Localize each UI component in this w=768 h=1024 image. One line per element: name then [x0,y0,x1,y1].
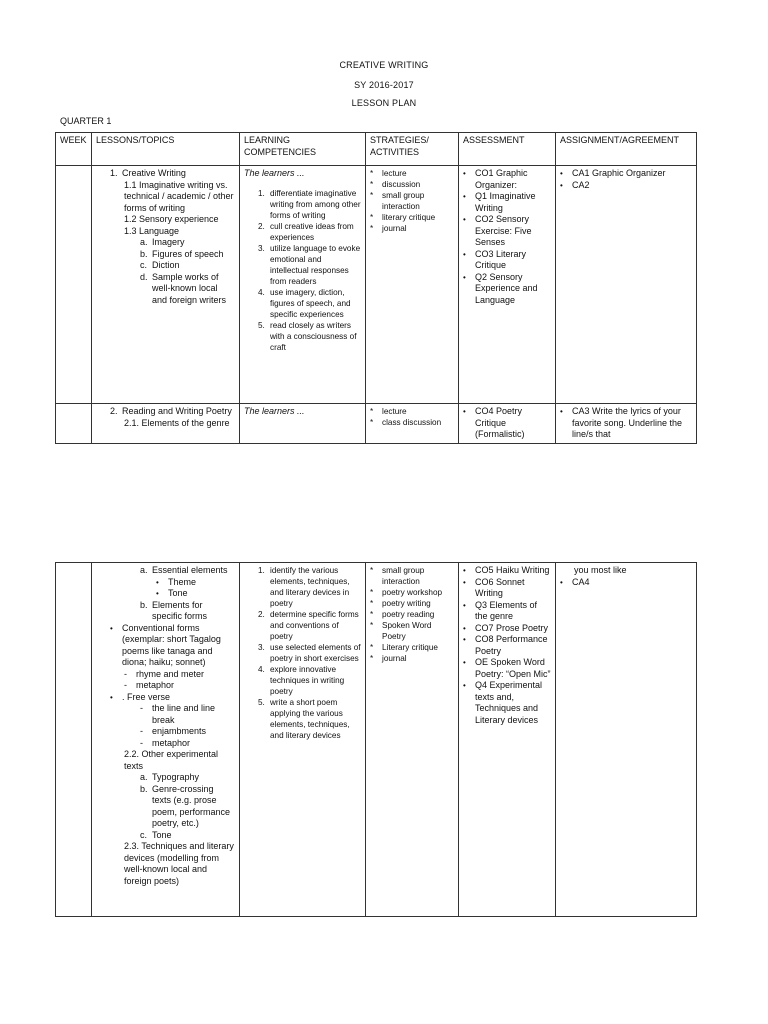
list-marker: * [370,599,374,608]
lesson-plan-table-page1 [55,132,697,444]
strategy-item [370,417,454,428]
strategy-item [370,168,454,179]
list-item-text: CO2 Sensory Exercise: Five Senses [475,214,532,247]
list-item-text: lecture [382,169,407,178]
list-item-text: identify the various elements, techniques, and literary devices in poetry [270,566,350,608]
competencies-cell [240,404,366,444]
list-item-text: CO7 Prose Poetry [475,622,549,633]
list-item-text: Reading and Writing Poetry [122,406,232,416]
assignment-item [560,168,692,180]
lessons-cell [92,404,240,444]
list-item-text: Conventional forms (exemplar: short Tagalog poems like tanaga and diona; haiku; sonnet) [122,622,221,667]
list-item-text: Q2 Sensory Experience and Language [475,271,538,305]
list-marker: * [370,654,374,663]
assessment-cell [459,404,556,444]
list-item-text: . Free verse [122,691,171,702]
list-marker: • [463,169,466,178]
list-item-text: Tone [152,829,172,840]
lesson-item [96,600,235,623]
list-item-text: 2.3. Techniques and literary devices (modelling from well-known local and foreign poets) [124,841,234,886]
list-item-text: explore innovative techniques in writing poetry [270,665,345,696]
list-marker: • [560,180,563,190]
assessment-cell [459,563,556,917]
list-marker: 3. [258,643,265,652]
list-marker: * [370,643,374,652]
list-marker: • [463,635,466,644]
list-marker: • [463,681,466,690]
assessment-item [463,249,551,272]
table-row [56,166,697,404]
lesson-item [96,168,235,180]
week-cell [56,166,92,404]
competency-item [244,642,361,664]
lesson-item [96,180,235,215]
list-item-text: cull creative ideas from experiences [270,221,354,242]
list-item-text: journal [382,224,407,233]
list-marker: * [370,180,374,189]
strategies-cell [366,563,459,917]
strategy-item [370,598,454,609]
list-item-text: rhyme and meter [136,668,205,679]
list-item-text: utilize language to evoke emotional and intellectual responses from readers [270,243,361,286]
list-item-text: metaphor [136,680,175,690]
lesson-item [96,726,235,738]
list-item-text: CO1 Graphic Organizer: [475,168,528,190]
lesson-item [96,577,235,589]
list-item-text: read closely as writers with a consciousness of craft [270,320,357,352]
strategy-item [370,223,454,234]
assessment-item [463,214,551,249]
list-marker: 2. [258,610,265,619]
lesson-item [96,226,235,238]
list-item-text: Literary critique [382,643,438,652]
table-row [56,404,697,444]
assessment-item [463,565,551,577]
list-marker: b. [140,783,148,794]
competencies-cell [240,166,366,404]
assignment-item [560,180,692,192]
assessment-item [463,191,551,214]
list-marker: • [560,169,563,178]
assessment-item [463,168,551,191]
assessment-item [463,577,551,600]
lesson-item [96,237,235,249]
list-marker: c. [140,260,148,270]
list-marker: * [370,418,374,427]
lesson-item [96,565,235,577]
list-item-text: Genre-crossing texts (e.g. prose poem, performance poetry, etc.) [152,783,231,828]
competencies-cell [240,563,366,917]
header-week: WEEK [56,133,92,166]
list-marker: * [370,566,374,575]
strategy-item [370,587,454,598]
list-item-text: OE Spoken Word Poetry: “Open Mic” [475,657,551,679]
list-marker: * [370,224,374,233]
list-item-text: Spoken Word Poetry [382,621,432,641]
list-item-text: poetry reading [382,610,435,619]
header-strategies: STRATEGIES/ ACTIVITIES [366,133,459,166]
doc-subtitle: LESSON PLAN [351,98,417,108]
assessment-item [463,406,551,441]
list-marker: 3. [258,243,265,253]
list-item-text: journal [382,654,407,663]
competency-item [244,609,361,642]
lesson-item [96,692,235,704]
week-cell [56,404,92,444]
list-item-text: poetry workshop [382,588,443,597]
list-item-text: CA3 Write the lyrics of your favorite song. Underline the line/s that [572,406,683,439]
lesson-item [96,260,235,272]
list-item-text: use imagery, diction, figures of speech, and specific experiences [270,287,351,319]
list-item-text: lecture [382,407,407,416]
lesson-item [96,418,235,430]
strategy-item [370,653,454,664]
list-item-text: Elements for specific forms [152,599,208,621]
list-marker: • [463,272,466,282]
list-item-text: Typography [152,772,200,782]
strategies-cell [366,166,459,404]
list-marker: 5. [258,698,265,707]
list-item-text: Creative Writing [122,168,186,178]
list-item-text: CO5 Haiku Writing [475,565,550,575]
list-item-text: CO4 Poetry Critique (Formalistic) [475,406,525,439]
assignment-cell [556,404,697,444]
competency-item [244,287,361,320]
strategy-item [370,642,454,653]
competency-item [244,697,361,741]
list-marker: b. [140,248,148,259]
list-marker: c. [140,829,148,840]
list-marker: 4. [258,665,265,674]
lesson-item [96,749,235,772]
assignment-item [560,406,692,441]
list-marker: • [463,600,466,610]
list-marker: • [156,577,159,587]
list-item-text: Q3 Elements of the genre [475,599,538,621]
list-marker: * [370,191,374,200]
list-item-text: Diction [152,260,180,270]
strategy-item [370,406,454,417]
list-marker: a. [140,237,148,247]
list-item-text: CO3 Literary Critique [475,248,527,270]
list-item-text: the line and line break [152,703,216,725]
assignment-continued: you most like [574,565,627,575]
assignment-cell [556,563,697,917]
list-marker: • [463,192,466,201]
list-marker: • [560,577,563,587]
list-item-text: use selected elements of poetry in short exercises [270,643,361,663]
competency-item [244,221,361,243]
competency-item [244,243,361,287]
list-item-text: CA2 [572,179,590,190]
list-marker: a. [140,565,148,575]
list-item-text: Sample works of well-known local and foreign writers [152,271,227,305]
assessment-cell [459,166,556,404]
list-marker: - [140,703,143,713]
competency-item [244,188,361,221]
header-assessment: ASSESSMENT [459,133,556,166]
lesson-item [96,680,235,692]
list-marker: 1. [258,566,265,575]
list-marker: 2. [258,221,265,231]
list-marker: * [370,588,374,597]
table-header-row [56,133,697,166]
lessons-cell [92,563,240,917]
assessment-item [463,680,551,726]
list-marker: • [110,692,113,702]
lesson-item [96,738,235,750]
lesson-item [96,830,235,842]
quarter-label: QUARTER 1 [60,116,112,126]
header-lessons: LESSONS/TOPICS [92,133,240,166]
list-marker: * [370,610,374,619]
list-item-text: Q1 Imaginative Writing [475,191,536,213]
school-year: SY 2016-2017 [354,80,414,90]
list-marker: * [370,213,374,222]
list-item-text: CO8 Performance Poetry [475,634,548,656]
list-marker: - [124,680,127,690]
list-item-text: Essential elements [152,565,228,575]
list-marker: - [124,668,127,679]
list-item-text: determine specific forms and conventions of poetry [270,610,359,641]
list-marker: 2. [110,406,118,416]
list-marker: • [463,249,466,259]
list-marker: • [560,407,563,416]
lesson-item [96,249,235,261]
table-row [56,563,697,917]
lesson-item [96,272,235,307]
list-item-text: discussion [382,180,421,189]
strategy-item [370,179,454,190]
list-item-text: poetry writing [382,599,431,608]
lesson-item [96,841,235,887]
strategy-item [370,620,454,642]
doc-title: CREATIVE WRITING [339,60,429,70]
list-item-text: differentiate imaginative writing from among other forms of writing [270,188,361,220]
lesson-item [96,214,235,226]
list-marker: • [463,215,466,224]
competency-item [244,565,361,609]
list-marker: b. [140,599,148,610]
list-marker: • [463,658,466,667]
list-marker: 4. [258,287,265,297]
lessons-cell [92,166,240,404]
assessment-item [463,634,551,657]
list-item-text: Theme [168,576,197,587]
assessment-item [463,600,551,623]
week-cell [56,563,92,917]
list-marker: * [370,169,374,178]
competencies-intro: The learners ... [244,168,305,178]
lesson-item [96,406,235,418]
list-marker: 1. [258,188,265,198]
list-item-text: small group interaction [382,191,425,211]
list-item-text: 2.1. Elements of the genre [124,417,230,428]
list-marker: - [140,726,143,736]
competencies-intro: The learners ... [244,406,305,416]
list-marker: • [156,589,159,598]
list-item-text: Figures of speech [152,248,224,259]
list-item-text: CO6 Sonnet Writing [475,576,525,598]
header-assignment: ASSIGNMENT/AGREEMENT [556,133,697,166]
list-item-text: small group interaction [382,566,425,586]
assignment-item [560,577,692,589]
list-item-text: 1.3 Language [124,225,180,236]
lesson-item [96,784,235,830]
list-item-text: Q4 Experimental texts and, Techniques and Literary devices [475,680,543,725]
list-item-text: write a short poem applying the various elements, techniques, and literary devices [270,698,350,740]
assessment-item [463,272,551,307]
list-marker: • [463,566,466,575]
strategy-item [370,212,454,223]
list-item-text: enjambments [152,726,207,736]
list-marker: • [463,623,466,633]
lesson-item [96,703,235,726]
list-marker: d. [140,271,148,282]
list-marker: 5. [258,320,265,330]
lesson-item [96,588,235,600]
list-item-text: CA1 Graphic Organizer [572,168,666,178]
header-competencies: LEARNING COMPETENCIES [240,133,366,166]
list-marker: 1. [110,168,118,178]
list-item-text: class discussion [382,418,442,427]
lesson-item [96,772,235,784]
list-item-text: literary critique [382,213,436,222]
list-marker: - [140,737,143,748]
list-marker: • [110,623,113,633]
list-item-text: Tone [168,588,188,598]
list-marker: • [463,577,466,587]
strategy-item [370,565,454,587]
list-item-text: metaphor [152,737,191,748]
list-marker: a. [140,772,148,782]
list-item-text: Imagery [152,237,185,247]
strategy-item [370,609,454,620]
list-item-text: 2.2. Other experimental texts [124,749,219,771]
list-item-text: 1.1 Imaginative writing vs. technical / academic / other forms of writing [124,179,234,213]
assessment-item [463,657,551,680]
list-marker: * [370,407,374,416]
assignment-cell [556,166,697,404]
competency-item [244,320,361,353]
list-marker: * [370,621,374,630]
competency-item [244,664,361,697]
strategies-cell [366,404,459,444]
lesson-plan-table-page2 [55,562,697,917]
list-marker: • [463,407,466,416]
list-item-text: 1.2 Sensory experience [124,214,219,224]
strategy-item [370,190,454,212]
lesson-item [96,669,235,681]
assessment-item [463,623,551,635]
list-item-text: CA4 [572,576,590,587]
lesson-item [96,623,235,669]
